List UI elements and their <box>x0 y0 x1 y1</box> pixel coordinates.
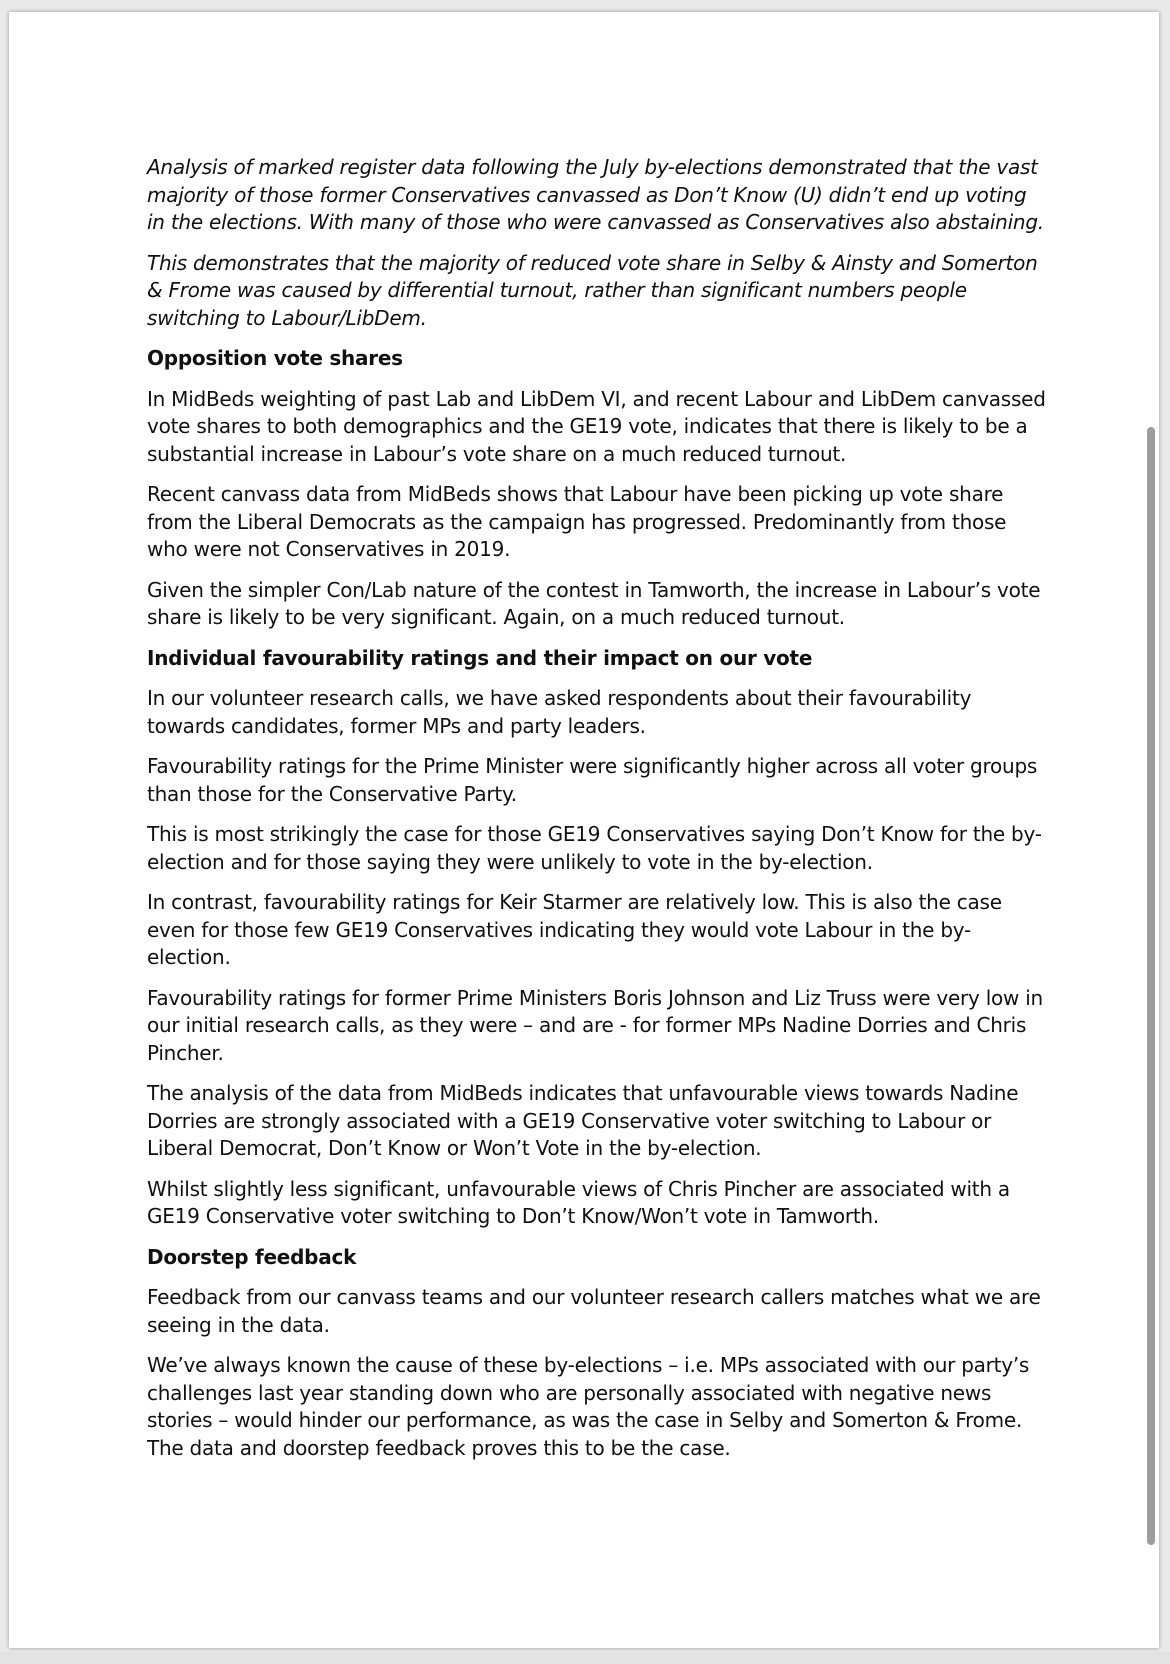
vertical-scrollbar[interactable] <box>1147 427 1155 1545</box>
section-paragraph: Feedback from our canvass teams and our volunteer research callers matches what we are seeing in the data. <box>147 1285 1041 1337</box>
section-paragraph: In MidBeds weighting of past Lab and LibDem VI, and recent Labour and LibDem canvassed vote shares to both demographics and the GE19 vote, indicates that there is likely to be a substantial increase in Labour’s vote share on a much reduced turnout. <box>147 386 1046 466</box>
section-paragraph: Whilst slightly less significant, unfavourable views of Chris Pincher are associated with a GE19 Conservative voter switching to Don’t Know/Won’t vote in Tamworth. <box>147 1176 1010 1228</box>
section-paragraph: In contrast, favourability ratings for Keir Starmer are relatively low. This is also the case even for those few GE19 Conservatives indicating they would vote Labour in the by-election. <box>147 890 1002 969</box>
section-paragraph: We’ve always known the cause of these by-elections – i.e. MPs associated with our party’s challenges last year standing down who are personally associated with negative news stories – would hinder our performance, as was the case in Selby and Somerton & Frome. The data and doorstep feedback proves this to be the case. <box>147 1353 1030 1460</box>
intro-paragraph-1: Analysis of marked register data following the July by-elections demonstrated that the vast majority of those former Conservatives canvassed as Don’t Know (U) didn’t end up voting in the elections. With many of those who were canvassed as Conservatives also abstaining. <box>147 155 1044 234</box>
bottom-edge <box>0 1652 1170 1664</box>
section-paragraph: Given the simpler Con/Lab nature of the contest in Tamworth, the increase in Labour’s vote share is likely to be very significant. Again, on a much reduced turnout. <box>147 577 1041 629</box>
intro-paragraph-2: This demonstrates that the majority of reduced vote share in Selby & Ainsty and Somerton & Frome was caused by differential turnout, rather than significant numbers people switching to Labour/LibDem. <box>147 250 1038 330</box>
document-body <box>147 154 1047 1475</box>
section-paragraph: Favourability ratings for the Prime Minister were significantly higher across all voter groups than those for the Conservative Party. <box>147 754 1038 806</box>
section-paragraph: This is most strikingly the case for those GE19 Conservatives saying Don’t Know for the by-election and for those saying they were unlikely to vote in the by-election. <box>147 822 1042 874</box>
section-paragraph: Favourability ratings for former Prime Ministers Boris Johnson and Liz Truss were very low in our initial research calls, as they were – and are - for former MPs Nadine Dorries and Chris Pincher. <box>147 985 1043 1065</box>
section-paragraph: The analysis of the data from MidBeds indicates that unfavourable views towards Nadine Dorries are strongly associated with a GE19 Conservative voter switching to Labour or Liberal Democrat, Don’t Know or Won’t Vote in the by-election. <box>147 1081 1019 1160</box>
section-paragraph: In our volunteer research calls, we have asked respondents about their favourability towards candidates, former MPs and party leaders. <box>147 686 972 738</box>
section-heading-doorstep-feedback: Doorstep feedback <box>147 1244 357 1269</box>
section-paragraph: Recent canvass data from MidBeds shows that Labour have been picking up vote share from the Liberal Democrats as the campaign has progressed. Predominantly from those who were not Conservatives in 2019. <box>147 482 1007 561</box>
section-heading-opposition-vote-shares: Opposition vote shares <box>147 346 403 370</box>
document-page <box>9 12 1159 1648</box>
section-heading-favourability-ratings: Individual favourability ratings and their impact on our vote <box>147 645 813 670</box>
